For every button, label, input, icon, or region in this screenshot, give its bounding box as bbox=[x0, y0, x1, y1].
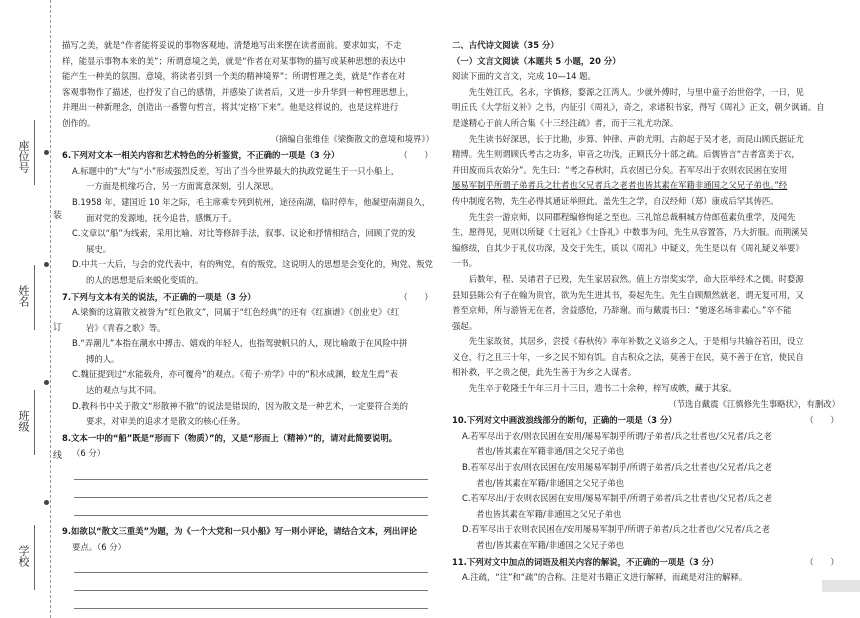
passage-line: 县知县陈公有子在翰为贵官，欲为先生进其书，奏起先生。先生自顾颓然就老，谓无复可用，又 bbox=[452, 289, 804, 300]
section-title: 二、古代诗文阅读（35 分） bbox=[452, 40, 559, 50]
binding-margin bbox=[0, 0, 61, 618]
option-text: 者也/皆其素在军籍/非通国之父兄子弟也 bbox=[476, 477, 625, 488]
question-10-stem: 10.下列对文中画波浪线部分的断句，正确的一项是（3 分） bbox=[452, 415, 677, 426]
option-text: 岩》《青春之歌》等。 bbox=[86, 322, 166, 333]
answer-line[interactable] bbox=[74, 593, 428, 609]
question-8-points: （6 分） bbox=[72, 448, 106, 459]
passage-line: 生，愿得见，见则以所疑《士冠礼》《士昏礼》中数事为问，先生从容置答，乃大折服。而荆溪吴 bbox=[452, 227, 808, 238]
option-text: 者也皆其素在军籍/非通国之父兄子弟也 bbox=[476, 508, 622, 519]
option-text: 者也/皆其素在军籍非通/国之父兄子弟也 bbox=[476, 446, 625, 457]
right-column bbox=[452, 38, 840, 586]
answer-paren[interactable]: （ ） bbox=[805, 556, 839, 567]
binding-mark-xian: 线 bbox=[51, 450, 61, 459]
school-line bbox=[34, 525, 35, 590]
seat-number-line bbox=[34, 120, 35, 185]
passage-line: 义仓，行之且三十年，一乡之民不知有饥。自古积众之法，莫善于在民，莫不善于在官，使民自 bbox=[452, 351, 804, 362]
answer-line[interactable] bbox=[74, 500, 428, 516]
answer-paren[interactable]: （ ） bbox=[805, 415, 839, 426]
intro-line: 并理出一种新理念，创造出一番警句哲言，将其‘定格’下来”。他是这样说的，也是这样进行 bbox=[62, 102, 399, 113]
page-corner-tab bbox=[822, 580, 860, 592]
reading-instruction: 阅读下面的文言文，完成 10—14 题。 bbox=[452, 71, 596, 82]
left-column bbox=[62, 38, 434, 609]
option-text: 要求，对审美的追求才是散文的核心任务。 bbox=[86, 416, 246, 427]
question-6-stem: 6.下列对文本一相关内容和艺术特色的分析鉴赏，不正确的一项是（3 分） bbox=[62, 150, 340, 161]
binding-dot bbox=[44, 380, 49, 385]
passage-line: 强起。 bbox=[452, 320, 478, 331]
passage-line: 精博。先生则谓顾氏考古之功多，审音之功浅，正顾氏分十部之疏。后儒皆言“吉者富美于衣， bbox=[452, 149, 800, 160]
question-7-stem: 7.下列与文本有关的说法，不正确的一项是（3 分） bbox=[62, 291, 256, 302]
answer-paren[interactable]: （ ） bbox=[399, 150, 433, 161]
binding-mark-ding: 订 bbox=[51, 322, 61, 331]
option-text: A.若军尽出于农/则农民困在安用/屡易军制乎所谓/子弟者/兵之壮者也/父兄者/兵之老 bbox=[462, 430, 772, 441]
binding-dot bbox=[44, 500, 49, 505]
passage-line: 先生家故贫，其居乡，尝授《春秋传》率年补数之义谙乡之人，于是相与共输谷若田，设立 bbox=[468, 336, 804, 347]
subsection-title: （一）文言文阅读（本题共 5 小题，20 分） bbox=[452, 55, 621, 66]
question-9-stem: 9.如欲以“散文三重美”为题，为《一个大党和一只小船》写一则小评论，请结合文本，列出评论 bbox=[62, 526, 418, 537]
option-text: B.“弄潮儿”本指在潮水中搏击、嬉戏的年轻人，也指驾驶帆只的人，现比喻敢于在风险中拼 bbox=[72, 338, 408, 349]
passage-line: 并田废而兵农始分”。先生曰：“考之春秋时，兵农固已分矣。若军尽出于农则农民困在安用 bbox=[452, 164, 788, 175]
name-label: 姓名 bbox=[17, 285, 30, 307]
option-text: D.中共一大后，与会的党代表中，有的殉党，有的叛党，这说明人的思想是会变化的，殉党、叛党 bbox=[72, 259, 433, 270]
option-text: B.1958 年，建国近 10 年之际，毛主席乘专列到杭州，途径南湖，临时停车，他凝望南湖良久， bbox=[72, 196, 431, 207]
option-text: 的人的思想是后来蜕化变质的。 bbox=[86, 274, 204, 285]
option-text: C.魏征提到过“水能载舟，亦可覆舟”的观点。《荀子·劝学》中的“积水成渊，蛟龙生焉”表 bbox=[72, 369, 398, 380]
option-text: 者也/皆其素在军籍/非通国之父兄子弟也 bbox=[476, 540, 625, 550]
answer-paren[interactable]: （ ） bbox=[399, 291, 433, 302]
option-text: 一方面是机缘巧合，另一方面寓意深刻，引人深思。 bbox=[86, 181, 279, 192]
passage-line: 一书。 bbox=[452, 258, 478, 269]
passage-line: 编修绂，自其少于礼仪功深，及交于先生，质以《周礼》中疑义，先生是以有《周礼疑义举要》 bbox=[452, 242, 804, 253]
option-text: 达的观点与其不同。 bbox=[86, 385, 162, 396]
passage-line: 先生卒于乾隆壬午年三月十三日，遗书二十余种，梓写成帙，藏于其家。 bbox=[468, 383, 737, 394]
question-7 bbox=[62, 290, 434, 306]
question-11-stem: 11.下列对文中加点的词语及相关内容的解说，不正确的一项是（3 分） bbox=[452, 556, 719, 567]
passage-line: 普至京师，所与游皆无在者，舍益感怆，乃辞谢。而与戴震书曰：“驰逐名场非素心。”卒不能 bbox=[452, 305, 792, 316]
answer-line[interactable] bbox=[74, 575, 428, 591]
seat-number-label: 座位号 bbox=[17, 140, 30, 173]
answer-line[interactable] bbox=[74, 482, 428, 498]
source-citation: （摘编自张维佳《梁衡散文的意境和境界》） bbox=[270, 133, 434, 144]
question-9-points: 要点。（6 分） bbox=[72, 541, 127, 552]
class-line bbox=[34, 390, 35, 455]
answer-line[interactable] bbox=[74, 557, 428, 573]
school-label: 学校 bbox=[17, 545, 30, 567]
question-10 bbox=[452, 413, 840, 429]
binding-dot bbox=[44, 262, 49, 267]
intro-line: 能产生一种美的氛围、意境，将读者引到一个美的精神境界”；所谓哲理之美，就是“作者在对 bbox=[62, 71, 406, 82]
passage-line: 明丘氏《大学衍义补》之书，内征引《周礼》，奇之，求诸积书家，得写《周礼》正文，朝夕讽诵。自 bbox=[452, 102, 825, 113]
name-line bbox=[34, 265, 35, 330]
answer-line[interactable] bbox=[74, 464, 428, 480]
passage-line: 先生读书好深思，长于比勘，步算、钟律、声韵尤明。古韵起于吴才老，而昆山顾氏据证尤 bbox=[468, 133, 804, 144]
passage-line: 相补救，平之贵之便，此先生善于为乡之人谋者。 bbox=[452, 367, 637, 378]
question-6 bbox=[62, 148, 434, 164]
intro-line: 客观事物作了描述，也抒发了自己的感情，并感染了读者后，又进一步升华到一种哲理思想上， bbox=[62, 86, 414, 97]
passage-line: 先生姓江氏，名永，字慎修，婺源之江湾人。少就外傅时，与里中童子治世俗学，一日，见 bbox=[468, 86, 804, 97]
intro-line: 样，能显示事物本来的美”；所谓意境之美，就是“作者在对某事物的描写或某种思想的表达中 bbox=[62, 55, 406, 66]
intro-line: 创作的。 bbox=[62, 117, 96, 128]
option-text: D.若军尽出于农则农民困在/安用屡易军制乎/所谓子弟者/兵之壮者也/父兄者/兵之老 bbox=[462, 524, 770, 535]
option-text: A.标题中的“大”与“小”形成强烈反差，写出了当今世界最大的执政党诞生于一只小船上， bbox=[72, 165, 400, 176]
passage-line: 先生尝一游京师，以同郡程编修恂延之至也。三礼馆总裁桐城方侍郎苞素负重学，及闻先 bbox=[468, 211, 796, 222]
option-text: B.若军尽出于农/则农民困在/安用屡易军制乎/所谓子弟者/兵之壮者也/父兄者/兵之老 bbox=[462, 462, 773, 473]
class-label: 班级 bbox=[17, 410, 30, 432]
option-text: A.注疏，“注”和“疏”的合称。注是对书籍正文进行解释，而疏是对注的解释。 bbox=[462, 572, 748, 583]
passage-line: 传中制度名物，先生必得其通证举照此。盖先生之学，自汉经师（郑）康成后罕其俦匹。 bbox=[452, 195, 779, 206]
option-text: 面对党的发源地，抚今追昔，感慨万千。 bbox=[86, 212, 237, 223]
passage-line: 后数年，程、吴诸君子已殁，先生家居寂然。值上方崇奖实学，命大臣举经术之儒。时婺源 bbox=[468, 273, 804, 284]
passage-line: 是遂精心于前人所合集《十三经注疏》者，而于三礼尤功深。 bbox=[452, 117, 679, 128]
option-text: C.文章以“船”为线索，采用比喻、对比等修辞手法，叙事、议论和抒情相结合，回顾了党的发 bbox=[72, 228, 416, 239]
option-text: 搏的人。 bbox=[86, 353, 120, 364]
binding-dot bbox=[44, 150, 49, 155]
intro-line: 描写之美，就是“作者能将妥说的事物客观地、清楚地写出来摆在读者面前。要求如实，不走 bbox=[62, 40, 402, 50]
option-text: 展史。 bbox=[86, 243, 112, 254]
question-11 bbox=[452, 555, 840, 571]
passage-line-wavy: 屡易军制乎所谓子弟者兵之壮者也父兄者兵之老者也皆其素在军籍非通国之父兄子弟也。”经 bbox=[452, 180, 788, 191]
option-text: C.若军尽出/于农则农民困在安用/屡易军制乎/所谓子弟者/兵之壮者也/父兄者/兵之老 bbox=[462, 493, 773, 504]
option-text: A.梁衡的这篇散文被誉为“红色散文”，同属于“红色经典”的还有《红旗谱》《创业史》《红 bbox=[72, 307, 400, 318]
option-text: D.教科书中关于散文“形散神不散”的说法是错误的，因为散文是一种艺术，一定要符合美的 bbox=[72, 400, 409, 411]
source-citation: （节选自戴震《江慎修先生事略状》，有删改） bbox=[668, 398, 840, 409]
binding-mark-zhuang: 装 bbox=[51, 210, 61, 219]
question-8-stem: 8.文本一中的“船”既是“形而下（物质）”的，又是“形而上（精神）”的，请对此简要说明。 bbox=[62, 432, 398, 443]
